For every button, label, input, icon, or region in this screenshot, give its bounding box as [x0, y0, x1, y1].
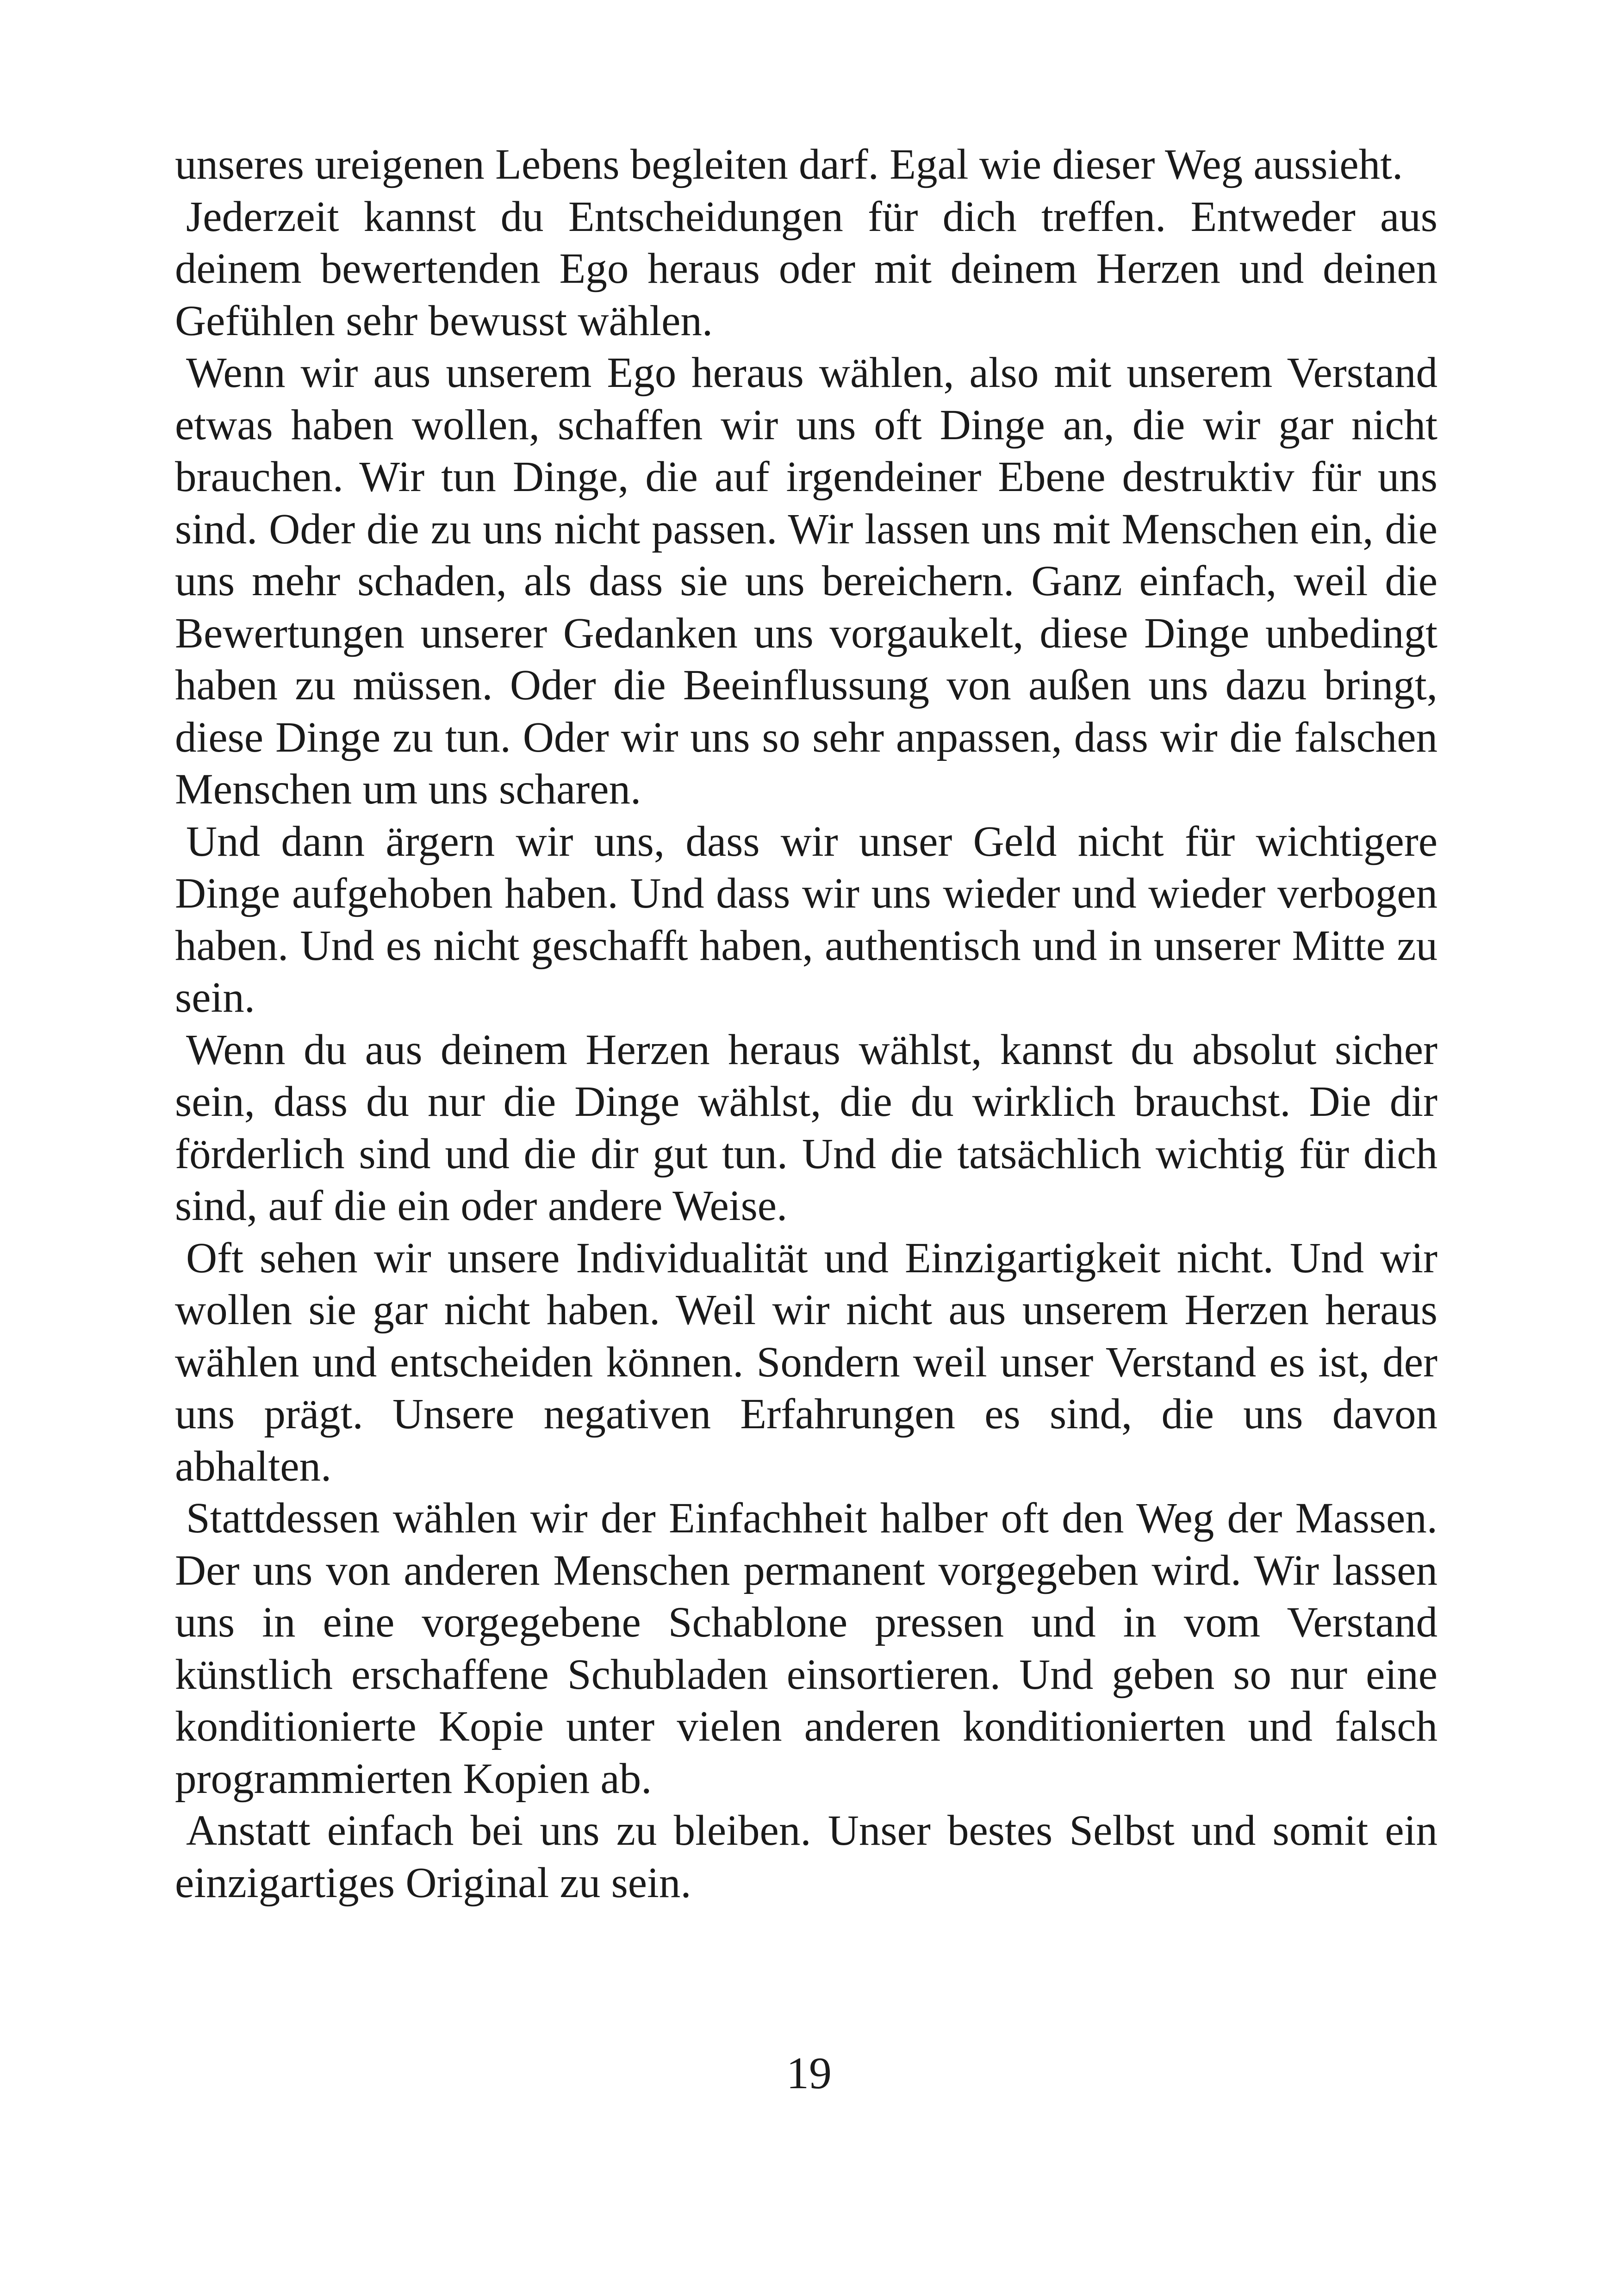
paragraph-1: unseres ureigenen Lebens begleiten darf. Egal wie dieser Weg aussieht. — [175, 141, 1403, 188]
paragraph-8: Anstatt einfach bei uns zu bleiben. Unser bestes Selbst und somit ein einzigartiges Original zu sein. — [175, 1807, 1438, 1907]
body-text — [175, 139, 1438, 1909]
paragraph-2: Jederzeit kannst du Entscheidungen für dich treffen. Entweder aus deinem bewertenden Ego heraus oder mit deinem Herzen und deinen Gefühlen sehr bewusst wählen. — [175, 193, 1438, 345]
paragraph-6: Oft sehen wir unsere Individualität und Einzigartigkeit nicht. Und wir wollen sie gar nicht haben. Weil wir nicht aus unserem Herzen heraus wählen und entscheiden können. Sondern weil unser Verstand es ist, der uns prägt. Unsere negativen Erfahrungen es sind, die uns davon abhalten. — [175, 1234, 1438, 1490]
paragraph-4: Und dann ärgern wir uns, dass wir unser Geld nicht für wichtigere Dinge aufgehoben haben. Und dass wir uns wieder und wieder verbogen haben. Und es nicht geschafft haben, authentisch und in unserer Mitte zu sein. — [175, 817, 1438, 1021]
page-number: 19 — [786, 2048, 832, 2098]
paragraph-5: Wenn du aus deinem Herzen heraus wählst, kannst du absolut sicher sein, dass du nur die Dinge wählst, die du wirklich brauchst. Die dir förderlich sind und die dir gut tun. Und die tatsächlich wichtig für dich sind, auf die ein oder andere Weise. — [175, 1026, 1438, 1230]
paragraph-3: Wenn wir aus unserem Ego heraus wählen, also mit unserem Verstand etwas haben wollen, schaffen wir uns oft Dinge an, die wir gar nicht brauchen. Wir tun Dinge, die auf irgendeiner Ebene destruktiv für uns sind. Oder die zu uns nicht passen. Wir lassen uns mit Menschen ein, die uns mehr schaden, als dass sie uns bereichern. Ganz einfach, weil die Bewertungen unserer Gedanken uns vorgaukelt, diese Dinge unbedingt haben zu müssen. Oder die Beeinflussung von außen uns dazu bringt, diese Dinge zu tun. Oder wir uns so sehr anpassen, dass wir die falschen Menschen um uns scharen. — [175, 349, 1438, 813]
paragraph-7: Stattdessen wählen wir der Einfachheit halber oft den Weg der Massen. Der uns von anderen Menschen permanent vorgegeben wird. Wir lassen uns in eine vorgegebene Schablone pressen und in vom Verstand künstlich erschaffene Schubladen einsortieren. Und geben so nur eine konditionierte Kopie unter vielen anderen konditionierten und falsch programmierten Kopien ab. — [175, 1494, 1438, 1803]
